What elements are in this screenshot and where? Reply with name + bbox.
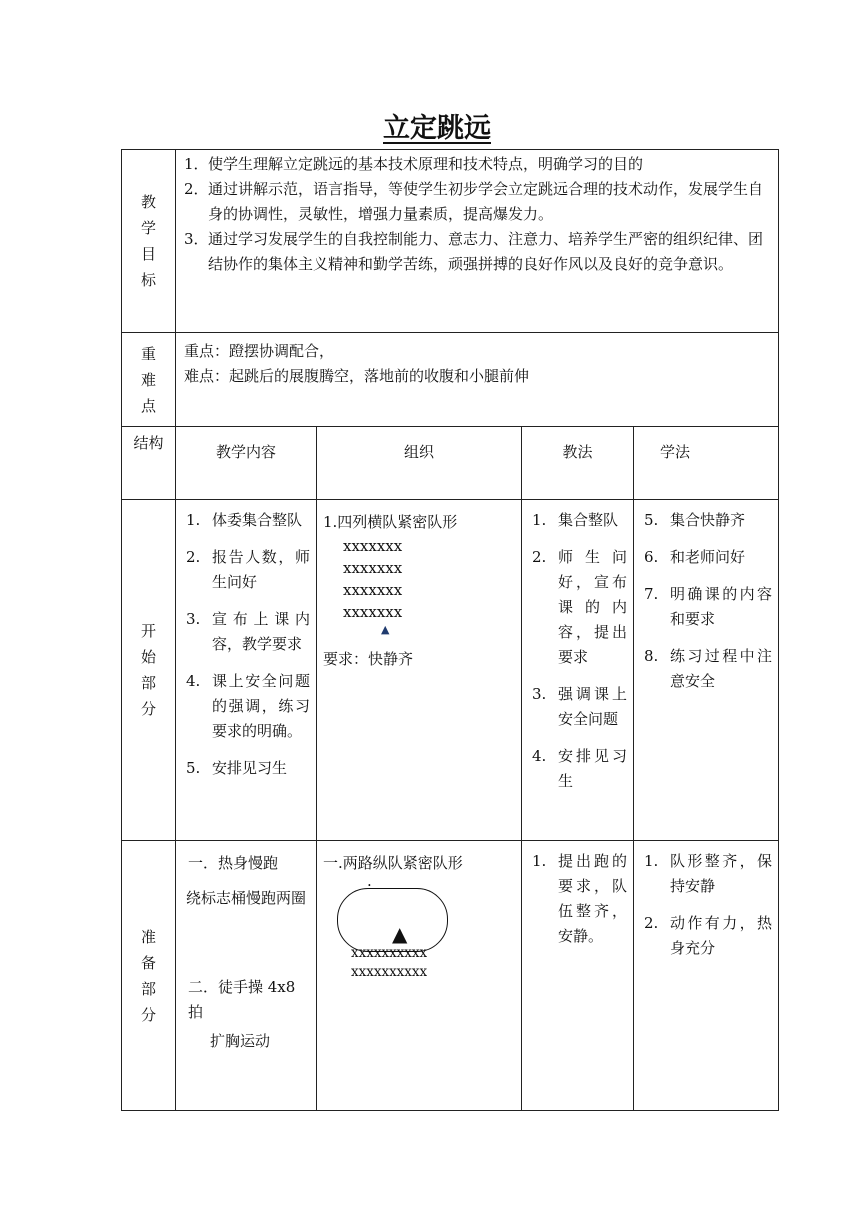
header-structure: 结构 bbox=[122, 427, 176, 500]
prep-method bbox=[522, 841, 634, 1111]
list-item: 7. 明确课的内容和要求 bbox=[644, 585, 773, 628]
start-label: 开 始 部 分 bbox=[122, 500, 176, 841]
prep-organization bbox=[317, 841, 522, 1111]
prep-label: 准 备 部 分 bbox=[122, 841, 176, 1111]
formation-title: 一.两路纵队紧密队形 bbox=[323, 854, 463, 872]
prep-learn bbox=[634, 841, 779, 1111]
header-learn: 学法 bbox=[634, 427, 779, 500]
start-row bbox=[122, 500, 779, 841]
list-item: 8. 练习过程中注意安全 bbox=[644, 647, 773, 690]
list-item: 3. 强调课上安全问题 bbox=[532, 685, 627, 728]
prep-content bbox=[176, 841, 317, 1111]
dot-mark: . bbox=[367, 872, 372, 890]
goal-item: 3． 通过学习发展学生的自我控制能力、意志力、注意力、培养学生严密的组织纪律、团结协作的集体主义精神和勤学苦练，顽强拼搏的良好作风以及良好的竞争意识。 bbox=[184, 230, 764, 273]
list-item: 4. 安排见习生 bbox=[532, 747, 627, 790]
list-item: 1. 队形整齐，保持安静 bbox=[644, 852, 773, 895]
lesson-plan-table bbox=[121, 149, 779, 1111]
list-item: 5. 安排见习生 bbox=[186, 759, 288, 777]
track-diagram bbox=[323, 886, 519, 982]
formation-requirement: 要求：快静齐 bbox=[323, 650, 414, 668]
key-point: 重点：蹬摆协调配合， bbox=[184, 342, 335, 360]
page-title: 立定跳远 bbox=[383, 113, 491, 144]
goal-item: 1． 使学生理解立定跳远的基本技术原理和技术特点，明确学习的目的 bbox=[184, 155, 644, 173]
exercise-title: 二．徒手操 4x8拍 bbox=[188, 978, 296, 1021]
formation-title: 1.四列横队紧密队形 bbox=[323, 513, 458, 531]
keypoints-content bbox=[176, 333, 779, 427]
list-item: 2. 报告人数，师生问好 bbox=[186, 548, 310, 591]
formation-row: xxxxxxx bbox=[343, 581, 403, 599]
list-item: 3. 宣布上课内容，教学要求 bbox=[186, 610, 310, 653]
start-method bbox=[522, 500, 634, 841]
goals-row bbox=[122, 150, 779, 333]
start-organization bbox=[317, 500, 522, 841]
list-item: 4. 课上安全问题的强调，练习要求的明确。 bbox=[186, 672, 310, 740]
keypoints-label: 重 难 点 bbox=[122, 333, 176, 427]
header-content: 教学内容 bbox=[176, 427, 317, 500]
list-item: 1. 体委集合整队 bbox=[186, 511, 303, 529]
list-item: 1. 集合整队 bbox=[532, 511, 619, 529]
warmup-title: 一．热身慢跑 bbox=[188, 854, 279, 872]
teacher-position-icon: ▲ bbox=[381, 623, 390, 636]
formation-row: xxxxxxxxxx bbox=[351, 945, 428, 961]
warmup-desc: 绕标志桶慢跑两圈 bbox=[186, 889, 307, 907]
formation-row: xxxxxxx bbox=[343, 559, 403, 577]
goals-content bbox=[176, 150, 779, 333]
prep-row bbox=[122, 841, 779, 1111]
start-learn bbox=[634, 500, 779, 841]
difficult-point: 难点：起跳后的展腹腾空，落地前的收腹和小腿前伸 bbox=[184, 367, 530, 385]
header-method: 教法 bbox=[522, 427, 634, 500]
goals-label: 教 学 目 标 bbox=[122, 150, 176, 333]
keypoints-row bbox=[122, 333, 779, 427]
formation-row: xxxxxxx bbox=[343, 603, 403, 621]
header-row bbox=[122, 427, 779, 500]
list-item: 5. 集合快静齐 bbox=[644, 511, 746, 529]
list-item: 2. 动作有力，热身充分 bbox=[644, 914, 773, 957]
list-item: 2. 师生问好，宣布课的内容，提出要求 bbox=[532, 548, 627, 666]
start-content bbox=[176, 500, 317, 841]
header-org: 组织 bbox=[317, 427, 522, 500]
exercise-desc: 扩胸运动 bbox=[210, 1032, 271, 1050]
formation-row: xxxxxxx bbox=[343, 537, 403, 555]
formation-row: xxxxxxxxxx bbox=[351, 964, 428, 980]
teacher-position-icon: ▲ bbox=[392, 922, 408, 946]
list-item: 6. 和老师问好 bbox=[644, 548, 746, 566]
goal-item: 2． 通过讲解示范，语言指导，等使学生初步学会立定跳远合理的技术动作，发展学生自身的协调性，灵敏性，增强力量素质，提高爆发力。 bbox=[184, 180, 764, 223]
list-item: 1. 提出跑的要求，队伍整齐，安静。 bbox=[532, 852, 627, 945]
